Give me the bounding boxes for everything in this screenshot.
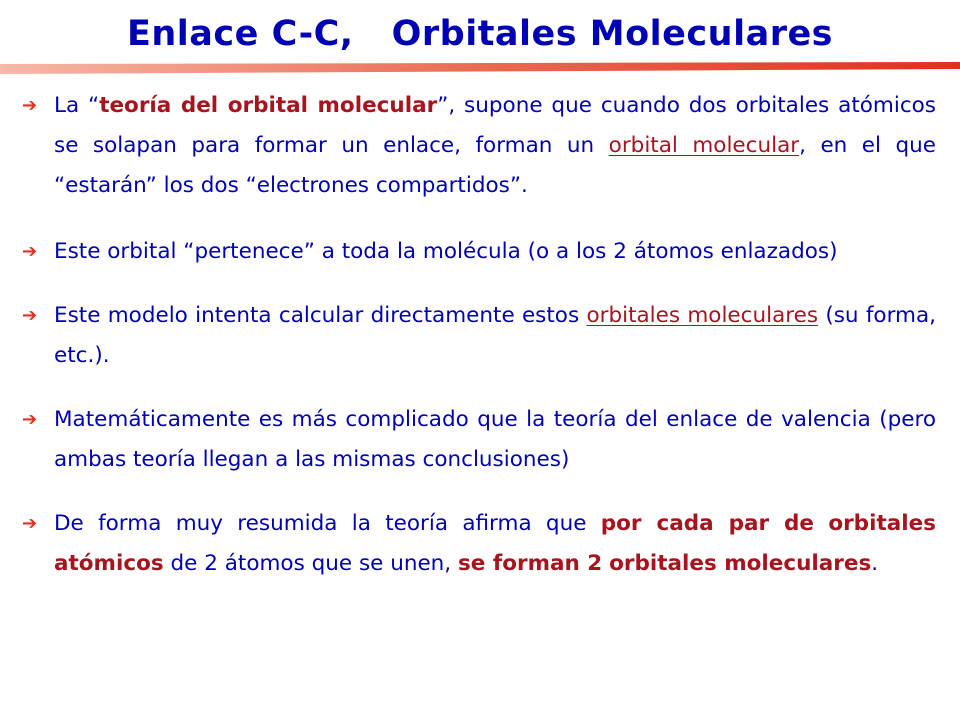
bullet-text: De forma muy resumida la teoría afirma que <box>54 511 601 536</box>
bullet-text: Este orbital “pertenece” a toda la molécula (o a los 2 átomos enlazados) <box>54 239 838 264</box>
bullet-text: , en el que “estarán” los dos “electrones compartidos”. <box>54 133 936 198</box>
arrow-right-icon: ➔ <box>22 409 38 430</box>
arrow-right-icon: ➔ <box>22 305 38 326</box>
emphasis-text: por cada par de <box>600 511 814 536</box>
bullet-text: de 2 átomos que se unen, <box>163 551 458 576</box>
slide-title: Enlace C-C, Orbitales Moleculares <box>126 14 834 54</box>
bullet-text: ”, supone que cuando dos orbitales atómicos se solapan para formar un enlace, forman un <box>54 93 936 158</box>
term-link[interactable]: orbitales moleculares <box>586 303 819 328</box>
emphasis-text: orbitales moleculares <box>609 551 872 576</box>
bullet-item-3 <box>22 296 936 376</box>
bullet-item-2 <box>22 232 936 272</box>
arrow-right-icon: ➔ <box>22 513 38 534</box>
bullet-list <box>22 86 936 584</box>
emphasis-text: se forman 2 <box>457 551 603 576</box>
bullet-text: Este modelo intenta calcular directamente estos <box>54 303 587 328</box>
arrow-right-icon: ➔ <box>22 241 38 262</box>
emphasis-text: teoría del orbital molecular <box>99 93 438 118</box>
arrow-right-icon: ➔ <box>22 95 38 116</box>
bullet-text <box>814 511 828 536</box>
bullet-text: La “ <box>54 93 100 118</box>
title-underline <box>0 62 960 76</box>
emphasis-text: orbitales atómicos <box>54 511 936 576</box>
bullet-item-4 <box>22 400 936 480</box>
bullet-text: . <box>871 551 879 576</box>
bullet-text: (su forma, etc.). <box>54 303 936 368</box>
bullet-text: Matemáticamente es más complicado que la teoría del enlace de valencia (pero ambas teoría llegan a las mismas conclusiones) <box>54 407 936 472</box>
bullet-item-1 <box>22 86 936 206</box>
bullet-item-5 <box>22 504 936 584</box>
term-link[interactable]: orbital molecular <box>608 133 800 158</box>
